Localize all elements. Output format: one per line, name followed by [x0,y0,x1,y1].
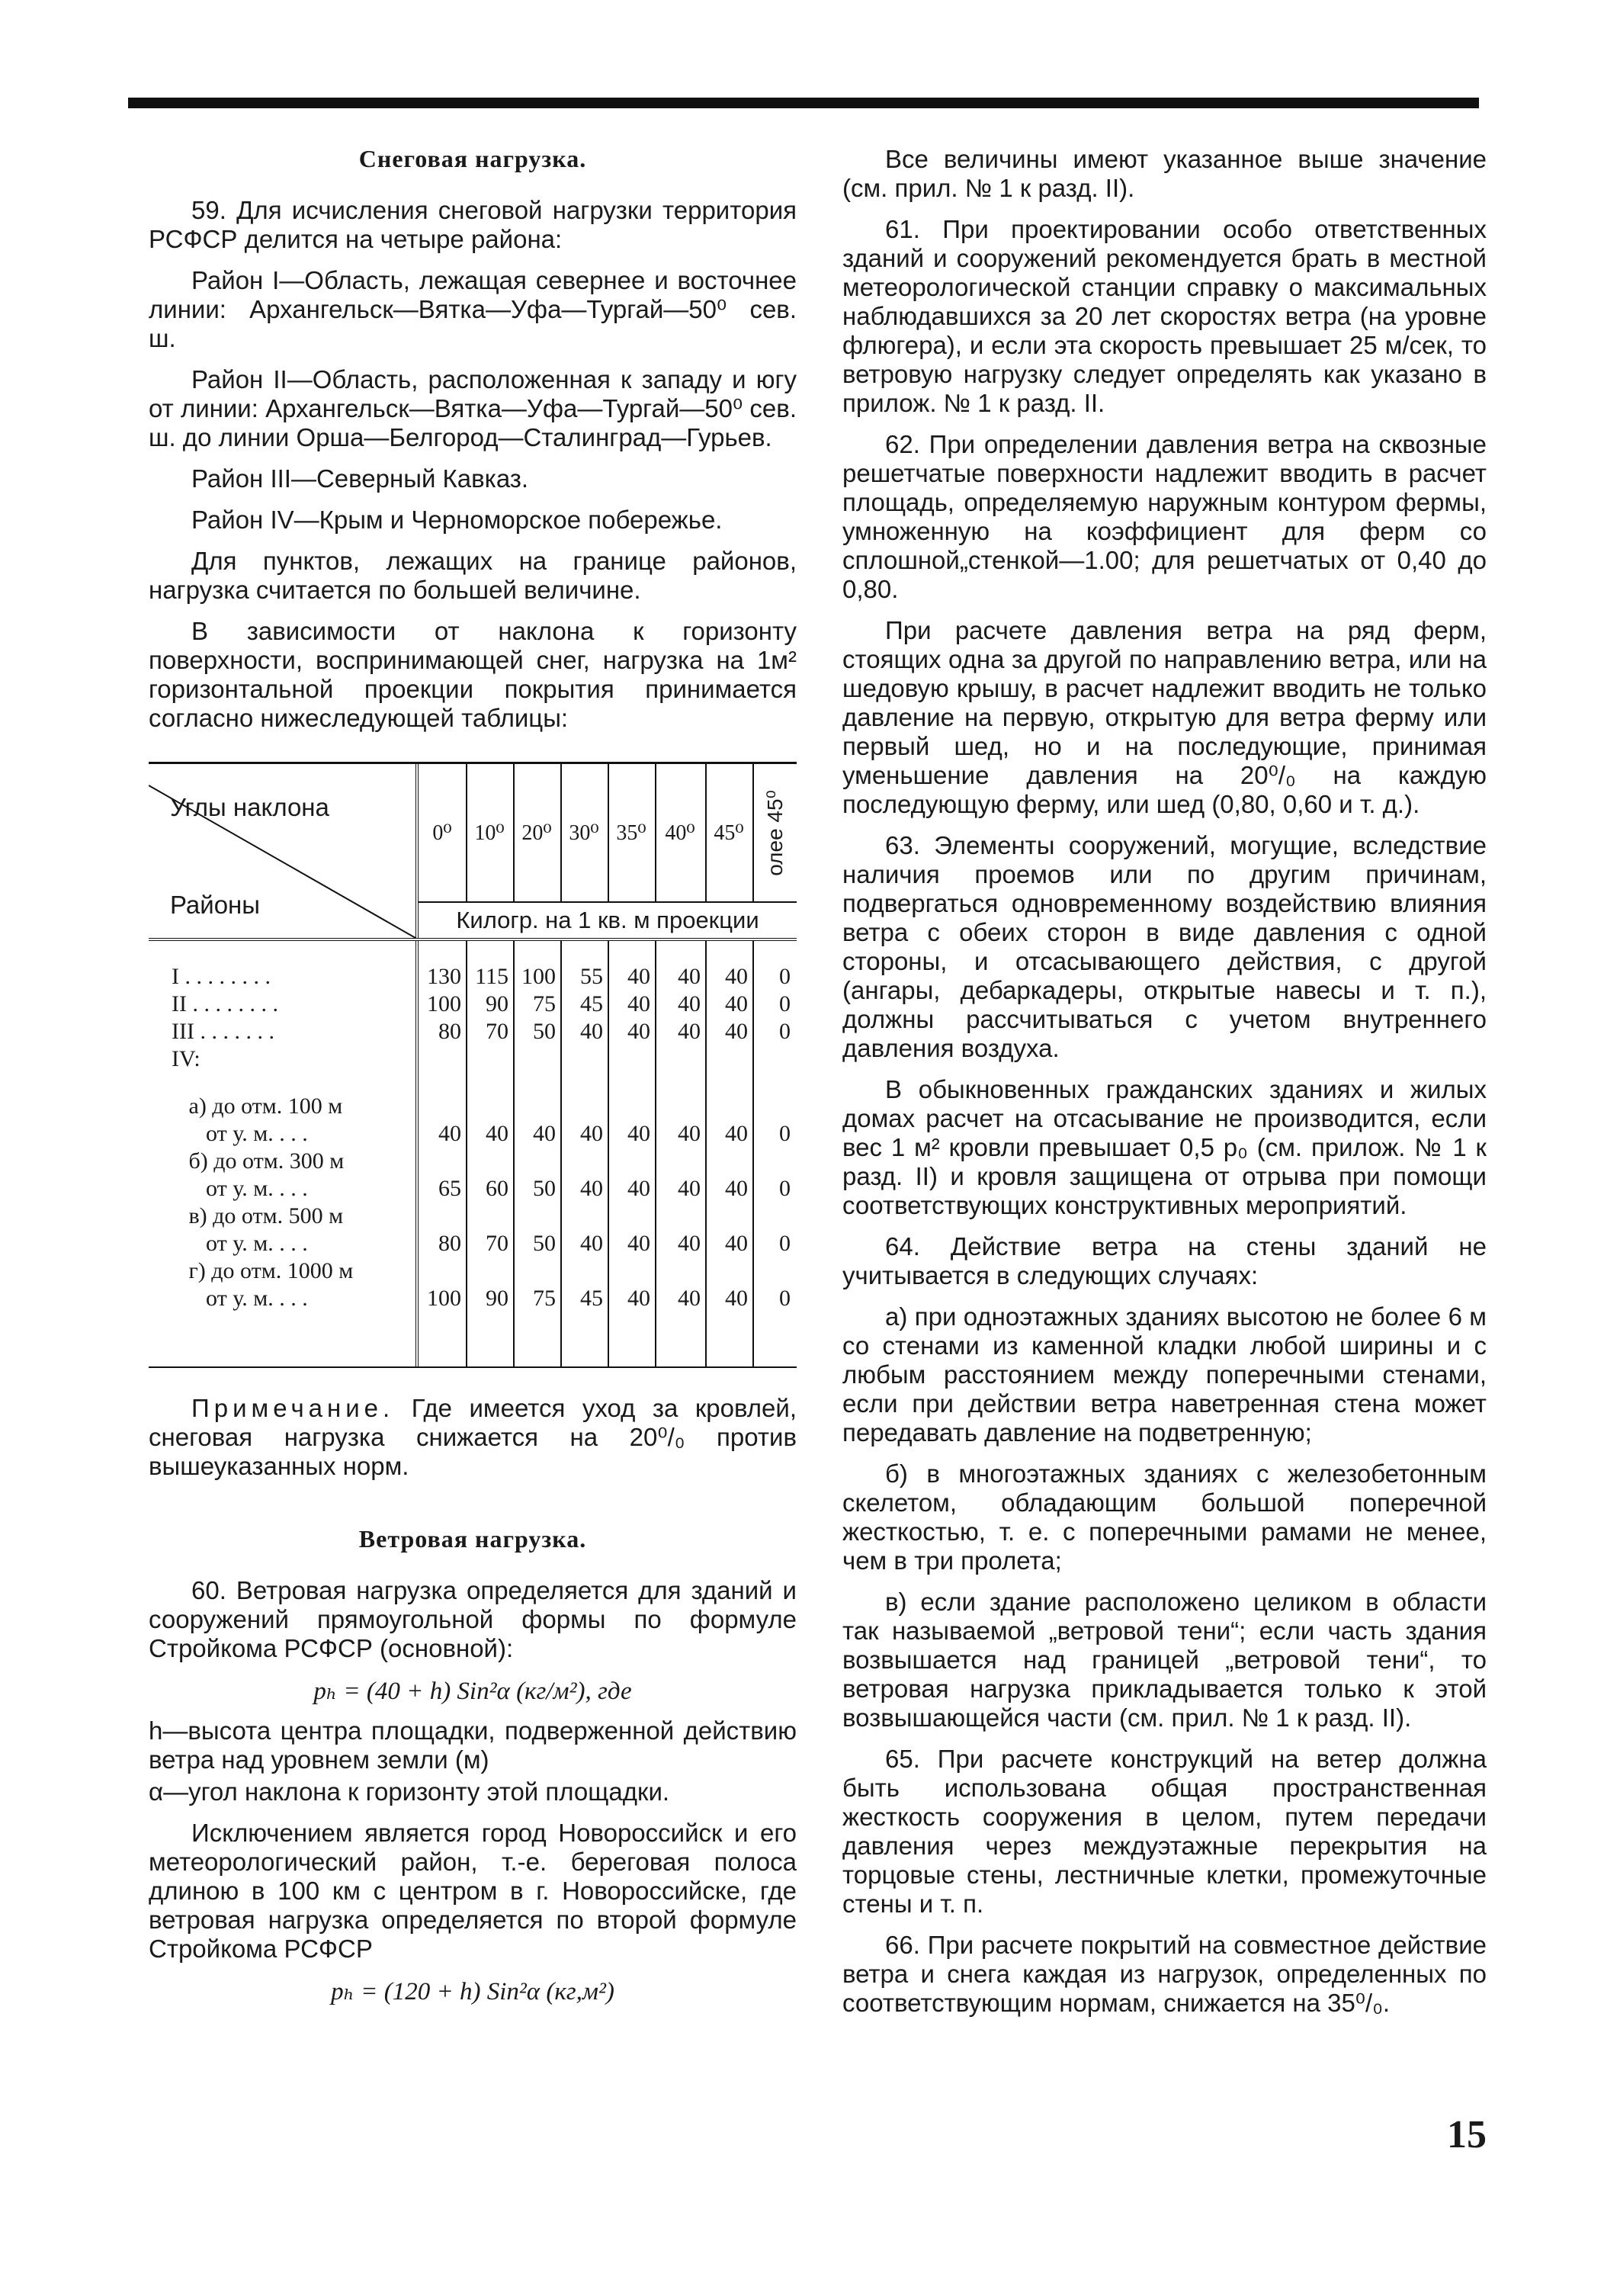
table-cell: 0 [779,1286,791,1311]
table-cell: 40 [678,991,701,1016]
border-rule: Для пунктов, лежащих на границе районов, нагрузка считается по большей величине. [149,547,797,604]
region-1: Район I—Область, лежащая севернее и восточнее линии: Архангельск—Вятка—Уфа—Тургай—50⁰ сев. ш. [149,266,797,352]
table-cell: 40 [627,991,650,1016]
region-3: Район III—Северный Кавказ. [191,464,529,493]
snow-heading: Снеговая нагрузка. [358,145,587,172]
table-row [149,1231,797,1258]
snow-load-table [149,762,797,1368]
table-cell: 40 [580,1019,603,1044]
table-cell: 40 [580,1231,603,1256]
table-body [149,941,797,1366]
page-number: 15 [1447,2113,1487,2156]
table-cell: 100 [427,1286,461,1311]
row-label: I . . . . . . . . [172,964,271,989]
table-cell: 115 [475,964,508,989]
paragraph-60: 60. Ветровая нагрузка определяется для зданий и сооружений прямоугольной формы по формуле Стройкома РСФСР (основной): [149,1576,797,1662]
note-paragraph [149,1394,797,1481]
table-row [149,1093,797,1121]
row-label: II . . . . . . . . [172,991,278,1016]
angle-header: 0⁰ [419,764,467,901]
paragraph-65: 65. При расчете конструкций на ветер должна быть использована общая пространственная жесткость сооружения в целом, путем передачи давления через междуэтажные перекрытия на торцовые стены, лестничные клетки, промежуточные стены и т. п. [842,1745,1487,1918]
left-column [149,145,797,2017]
paragraph-66: 66. При расчете покрытий на совместное действие ветра и снега каждая из нагрузок, определенных по соответствующим нормам, снижается на 35⁰/₀. [842,1931,1487,2017]
paragraph-64-c: в) если здание расположено целиком в области так называемой „ветровой тени“; если часть здания возвышается над границей „ветровой тени“, то ветровая нагрузка прикладывается только к этой возвышающейся части (см. прил. № 1 к разд. II). [842,1588,1487,1732]
table-cell: 40 [627,1231,650,1256]
exception-paragraph: Исключением является город Новороссийск и его метеорологический район, т.-е. береговая полоса длиною в 100 км с центром в г. Новороссийске, где ветровая нагрузка определяется по второй формуле Стройкома РСФСР [149,1819,797,1963]
table-row [149,1258,797,1286]
table-row [149,1019,797,1046]
row-label: от у. м. . . . [172,1121,308,1146]
paragraph-64: 64. Действие ветра на стены зданий не учитывается в следующих случаях: [842,1232,1487,1289]
table-cell: 40 [533,1121,556,1146]
table-cell: 0 [779,1019,791,1044]
angle-headers [419,764,797,903]
formula-second: pₕ = (120 + h) Sin²α (кг,м²) [331,1978,614,2005]
table-cell: 65 [438,1176,461,1201]
table-cell: 0 [779,1231,791,1256]
paragraph-62-continued: При расчете давления ветра на ряд ферм, стоящих одна за другой по направлению ветра, или на шедовую крышу, в расчет надлежит вводить не только давление на первую, открытую для ветра ферму или первый шед, но и на последующие, принимая уменьшение давления на 20⁰/₀ на каждую последующую ферму, или шед (0,80, 0,60 и т. д.). [842,616,1487,818]
row-label: от у. м. . . . [172,1176,308,1201]
paragraph-61: 61. При проектировании особо ответственных зданий и сооружений рекомендуется брать в местной метеорологической станции справку о максимальных наблюдавшихся за 20 лет скоростях ветра (на уровне флюгера), и если эта скорость превышает 25 м/сек, то ветровую нагрузку следует определять как указано в прилож. № 1 к разд. II. [842,215,1487,417]
angle-header: 45⁰ [705,764,754,901]
table-cell: 100 [521,964,556,989]
paragraph-63: 63. Элементы сооружений, могущие, вследствие наличия проемов или по другим причинам, подвергаться одновременному воздействию влияния ветра с обеих сторон в виде давления с одной стороны, и отсасывающего действия, с другой (ангары, дебаркадеры, открытые навесы и т. п.), должны рассчитываться с учетом внутреннего давления воздуха. [842,831,1487,1062]
table-cell: 40 [725,1231,748,1256]
unit-row: Килогр. на 1 кв. м проекции [456,907,759,933]
table-cell: 90 [486,991,508,1016]
table-row [149,1176,797,1203]
wind-heading: Ветровая нагрузка. [358,1525,587,1553]
table-cell: 40 [580,1121,603,1146]
formula-basic: pₕ = (40 + h) Sin²α (кг/м²), где [313,1678,632,1705]
table-cell: 0 [779,991,791,1016]
region-4: Район IV—Крым и Черноморское побережье. [191,506,723,534]
angle-header-rotated [752,764,797,901]
table-cell: 40 [725,1121,748,1146]
table-corner [149,764,419,938]
row-label: в) до отм. 500 м [172,1203,344,1228]
table-cell: 40 [678,1231,701,1256]
row-label: б) до отм. 300 м [172,1148,345,1174]
paragraph-62: 62. При определении давления ветра на сквозные решетчатые поверхности надлежит вводить в расчет площадь, определяемую наружным контуром фермы, умноженную на коэффициент для ферм со сплошной„стенкой—1.00; для решетчатых от 0,40 до 0,80. [842,430,1487,603]
table-cell: 40 [725,964,748,989]
definition-alpha: α—угол наклона к горизонту этой площадки. [149,1777,670,1806]
paragraph-64-b: б) в многоэтажных зданиях с железобетонным скелетом, обладающим большой поперечной жесткостью, т. е. с поперечными рамами не менее, чем в три пролета; [842,1459,1487,1575]
table-cell: 40 [678,1176,701,1201]
row-label: а) до отм. 100 м [172,1093,343,1119]
slope-paragraph: В зависимости от наклона к горизонту поверхности, воспринимающей снег, нагрузка на 1м² горизонтальной проекции покрытия принимается согласно нижеследующей таблицы: [149,617,797,732]
table-row [149,1121,797,1148]
definition-h: h—высота центра площадки, подверженной действию ветра над уровнем земли (м) [149,1716,797,1774]
table-cell: 45 [580,991,603,1016]
table-cell: 90 [486,1286,508,1311]
all-values-paragraph: Все величины имеют указанное выше значение (см. прил. № 1 к разд. II). [842,145,1487,202]
angle-header: 20⁰ [513,764,562,901]
table-cell: 80 [438,1231,461,1256]
right-column [842,145,1487,2030]
corner-regions-label: Районы [170,891,260,919]
table-row [149,964,797,991]
table-cell: 40 [627,964,650,989]
region-2: Район II—Область, расположенная к западу и югу от линии: Архангельск—Вятка—Уфа—Тургай—50⁰ сев. ш. до линии Орша—Белгород—Сталинград—Гурьев. [149,365,797,451]
table-cell: 80 [438,1019,461,1044]
table-cell: 75 [533,1286,556,1311]
row-label: IV: [172,1046,200,1071]
corner-angles-label: Углы наклона [170,793,329,821]
angle-header: 10⁰ [466,764,515,901]
table-cell: 60 [486,1176,508,1201]
table-cell: 100 [427,991,461,1016]
row-label: от у. м. . . . [172,1231,308,1256]
table-row [149,1203,797,1231]
table-cell: 70 [486,1231,508,1256]
table-row [149,1286,797,1313]
angle-header: 35⁰ [608,764,656,901]
table-cell: 55 [580,964,603,989]
table-cell: 40 [678,1019,701,1044]
paragraph-64-a: а) при одноэтажных зданиях высотою не более 6 м со стенами из каменной кладки любой ширины и с любым расстоянием между поперечными стенами, если при действии ветра наветренная стена может передавать давление на подветренную; [842,1302,1487,1447]
paragraph-59: 59. Для исчисления снеговой нагрузки территория РСФСР делится на четыре района: [149,196,797,253]
table-cell: 40 [678,964,701,989]
table-cell: 130 [427,964,461,989]
table-header [149,764,797,941]
table-cell: 75 [533,991,556,1016]
table-cell: 40 [486,1121,508,1146]
table-cell: 45 [580,1286,603,1311]
top-rule [128,98,1479,108]
table-row [149,1046,797,1074]
table-cell: 0 [779,964,791,989]
angle-header: 40⁰ [655,764,707,901]
table-cell: 40 [725,991,748,1016]
table-cell: 40 [725,1019,748,1044]
table-cell: 40 [725,1286,748,1311]
row-label: III . . . . . . . [172,1019,274,1044]
table-cell: 50 [533,1176,556,1201]
angle-header-text: олее 45⁰ [762,789,787,876]
table-cell: 50 [533,1019,556,1044]
paragraph-63-continued: В обыкновенных гражданских зданиях и жилых домах расчет на отсасывание не производится, если вес 1 м² кровли превышает 0,5 p₀ (см. прилож. № 1 к разд. II) и кровля защищена от отрыва при помощи соответствующих конструктивных мероприятий. [842,1075,1487,1219]
table-cell: 40 [627,1286,650,1311]
table-row [149,991,797,1019]
table-cell: 40 [678,1121,701,1146]
table-cell: 40 [627,1121,650,1146]
table-cell: 40 [725,1176,748,1201]
table-cell: 40 [678,1286,701,1311]
table-cell: 50 [533,1231,556,1256]
note-text: Где имеется уход за кровлей, снеговая нагрузка снижается на 20⁰/₀ против вышеуказанных норм. [149,1394,797,1480]
angle-header: 30⁰ [560,764,609,901]
table-cell: 40 [580,1176,603,1201]
table-row [149,1148,797,1176]
row-label: г) до отм. 1000 м [172,1258,354,1283]
table-cell: 0 [779,1121,791,1146]
table-cell: 70 [486,1019,508,1044]
table-cell: 40 [627,1176,650,1201]
row-label: от у. м. . . . [172,1286,308,1311]
table-cell: 40 [627,1019,650,1044]
table-cell: 40 [438,1121,461,1146]
note-label: Примечание. [191,1394,395,1422]
table-cell: 0 [779,1176,791,1201]
